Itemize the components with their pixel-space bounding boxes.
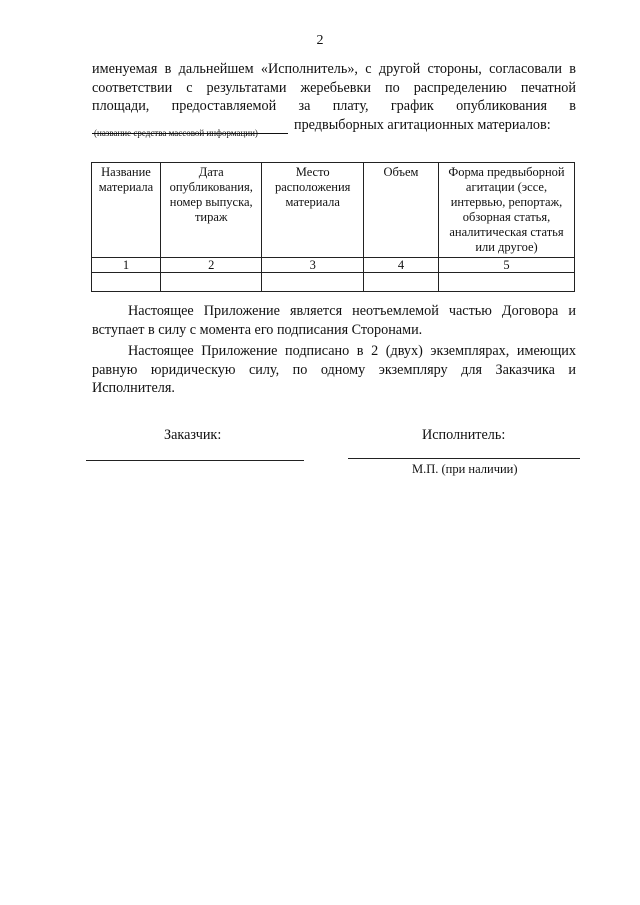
paragraph-line: равную юридическую силу, по одному экземпляру для Заказчика и xyxy=(92,361,576,378)
intro-line: предвыборных агитационных материалов: xyxy=(294,116,551,133)
table-number-row xyxy=(92,258,575,273)
column-number: 3 xyxy=(262,258,363,273)
customer-label: Заказчик: xyxy=(164,427,222,443)
table-row xyxy=(92,273,575,292)
executor-signature-line xyxy=(348,458,580,459)
table-header-row xyxy=(92,163,575,258)
paragraph-copies xyxy=(92,342,576,398)
stamp-note: М.П. (при наличии) xyxy=(412,462,518,476)
page-number: 2 xyxy=(316,33,324,48)
header-volume: Объем xyxy=(363,163,438,258)
table-cell xyxy=(363,273,438,292)
intro-paragraph xyxy=(92,60,576,134)
intro-line: соответствии с результатами жеребьевки по распределению печатной xyxy=(92,79,576,96)
media-name-caption: (название средства массовой информации) xyxy=(94,128,258,138)
table-cell xyxy=(92,273,161,292)
column-number: 1 xyxy=(92,258,161,273)
header-material-location: Место расположения материала xyxy=(262,163,363,258)
column-number: 5 xyxy=(439,258,575,273)
paragraph-line: Настоящее Приложение подписано в 2 (двух) экземплярах, имеющих xyxy=(128,343,576,359)
paragraph-line: Настоящее Приложение является неотъемлемой частью Договора и xyxy=(128,303,576,319)
table-cell xyxy=(262,273,363,292)
column-number: 2 xyxy=(161,258,262,273)
executor-label: Исполнитель: xyxy=(422,427,506,443)
paragraph-line: вступает в силу с момента его подписания Сторонами. xyxy=(92,321,423,338)
column-number: 4 xyxy=(363,258,438,273)
header-material-name: Название материала xyxy=(92,163,161,258)
intro-line: площади, предоставляемой за плату, график опубликования в xyxy=(92,98,576,114)
intro-line: именуемая в дальнейшем «Исполнитель», с другой стороны, согласовали в xyxy=(92,61,576,77)
table-cell xyxy=(439,273,575,292)
header-publication-date: Дата опубликования, номер выпуска, тираж xyxy=(161,163,262,258)
customer-signature-line xyxy=(86,460,304,461)
header-agitation-form: Форма предвыборной агитации (эссе, интервью, репортаж, обзорная статья, аналитическая статья или другое) xyxy=(439,163,575,258)
paragraph-validity xyxy=(92,302,576,339)
publication-schedule-table xyxy=(91,162,575,292)
paragraph-line: Исполнителя. xyxy=(92,380,175,396)
table-cell xyxy=(161,273,262,292)
